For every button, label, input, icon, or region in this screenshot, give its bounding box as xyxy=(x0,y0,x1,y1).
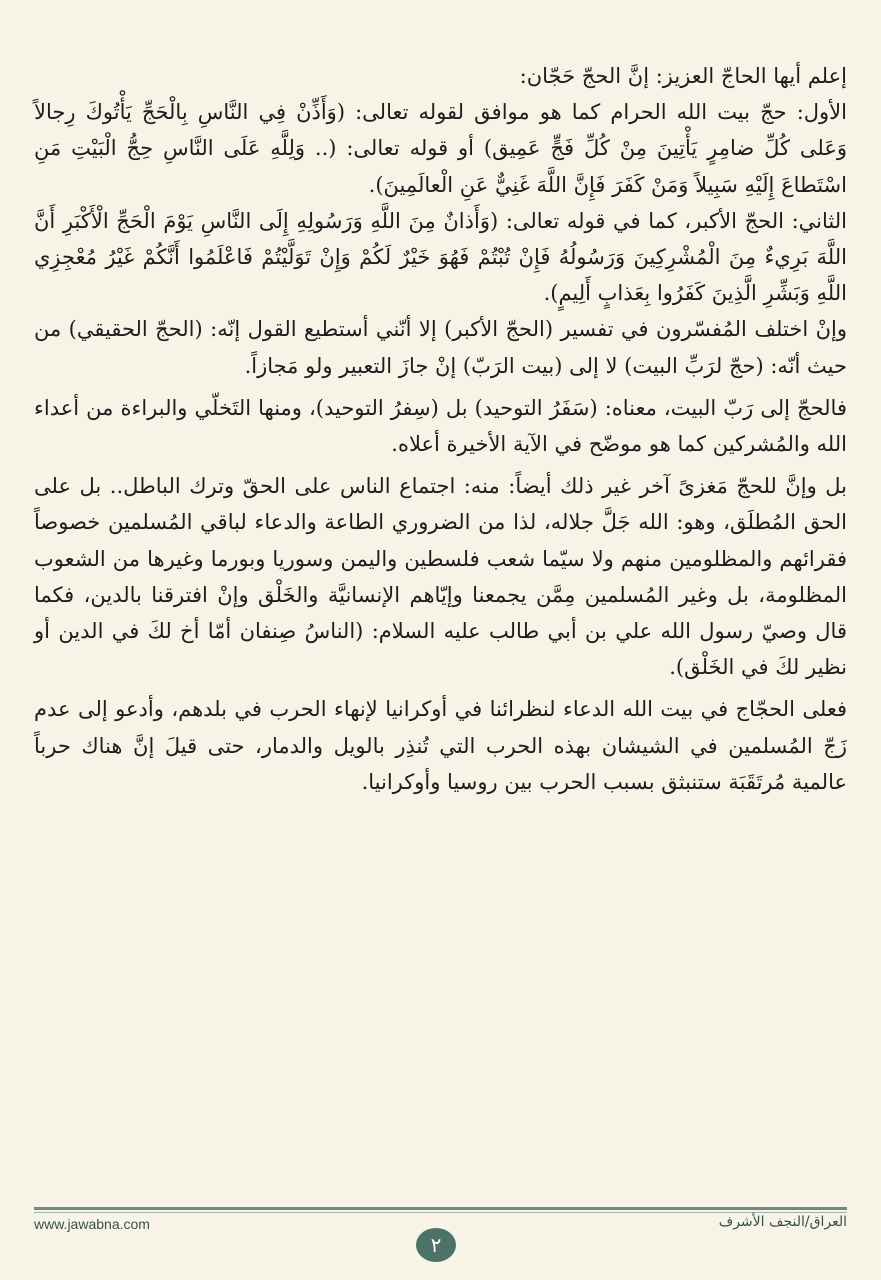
ukraine-prayer-paragraph: فعلى الحجّاج في بيت الله الدعاء لنظرائنا في أوكرانيا لإنهاء الحرب في بلدهم، وأدعو إلى عدم زَجّ المُسلمين في الشيشان بهذه الحرب التي تُنذِر بالويل والدمار، حتى قيلَ إنَّ هناك حرباً عالمية مُرتَقَبَة ستنبثق بسبب الحرب بين روسيا وأوكرانيا. xyxy=(34,697,847,794)
interpretation-paragraph: وإنْ اختلف المُفسّرون في تفسير (الحجّ الأكبر) إلا أنّني أستطيع القول إنّه: (الحجّ الحقيقي) من حيث أنّه: (حجّ لرَبِّ البيت) لا إلى (بيت الرَبّ) إنْ جازَ التعبير ولو مَجازاً. xyxy=(34,317,847,378)
first-hajj-paragraph: الأول: حجّ بيت الله الحرام كما هو موافق لقوله تعالى: (وَأَذِّنْ فِي النَّاسِ بِالْحَجِّ يَأْتُوكَ رِجالاً وَعَلى كُلِّ ضامِرٍ يَأْتِينَ مِنْ كُلِّ فَجٍّ عَمِيق) أو قوله تعالى: (.. وَلِلَّهِ عَلَى النَّاسِ حِجُّ الْبَيْتِ مَنِ اسْتَطاعَ إِلَيْهِ سَبِيلاً وَمَنْ كَفَرَ فَإِنَّ اللَّهَ غَنِيٌّ عَنِ الْعالَمِينَ). xyxy=(34,100,847,197)
website-link[interactable]: www.jawabna.com xyxy=(34,1216,150,1232)
footer-rule xyxy=(34,1207,847,1210)
footer-location: العراق/النجف الأشرف xyxy=(718,1214,847,1230)
intro-paragraph: إعلم أيها الحاجّ العزيز: إنَّ الحجّ حَجّان: xyxy=(519,64,847,88)
second-hajj-paragraph: الثاني: الحجّ الأكبر، كما في قوله تعالى: (وَأَذانٌ مِنَ اللَّهِ وَرَسُولِهِ إِلَى النَّاسِ يَوْمَ الْحَجِّ الْأَكْبَرِ أَنَّ اللَّهَ بَرِيءٌ مِنَ الْمُشْرِكِينَ وَرَسُولُهُ فَإِنْ تُبْتُمْ فَهُوَ خَيْرٌ لَكُمْ وَإِنْ تَوَلَّيْتُمْ فَاعْلَمُوا أَنَّكُمْ غَيْرُ مُعْجِزِي اللَّهِ وَبَشِّرِ الَّذِينَ كَفَرُوا بِعَذابٍ أَلِيمٍ). xyxy=(34,208,847,306)
footer-rule-thin xyxy=(34,1212,847,1213)
article-body xyxy=(34,58,847,806)
tawhid-journey-paragraph: فالحجّ إلى رَبّ البيت، معناه: (سَفَرُ التوحيد) بل (سِفرُ التوحيد)، ومنها التَخلّي والبراءة من أعداء الله والمُشركين كما هو موضّح في الآية الأخيرة أعلاه. xyxy=(34,395,847,457)
page-number-badge: ٢ xyxy=(416,1228,456,1262)
hajj-meaning-paragraph: بل وإنَّ للحجّ مَغزىً آخر غير ذلك أيضاً: منه: اجتماع الناس على الحقّ وترك الباطل.. بل على الحق المُطلَق، وهو: الله جَلَّ جلاله، لذا من الضروري الطاعة والدعاء لباقي المُسلمين خصوصاً فقرائهم والمظلومين منهم ولا سيّما شعب فلسطين واليمن وسوريا وبورما وغيرها من الشعوب المظلومة، بل وغير المُسلمين مِمَّن يجمعنا وإيّاهم الإنسانيَّة والخَلْق وإنْ افترقنا بالدين، فكما قال وصيّ رسول الله علي بن أبي طالب عليه السلام: (الناسُ صِنفان أمّا أخ لكَ في الدين أو نظير لكَ في الخَلْق). xyxy=(34,474,847,680)
